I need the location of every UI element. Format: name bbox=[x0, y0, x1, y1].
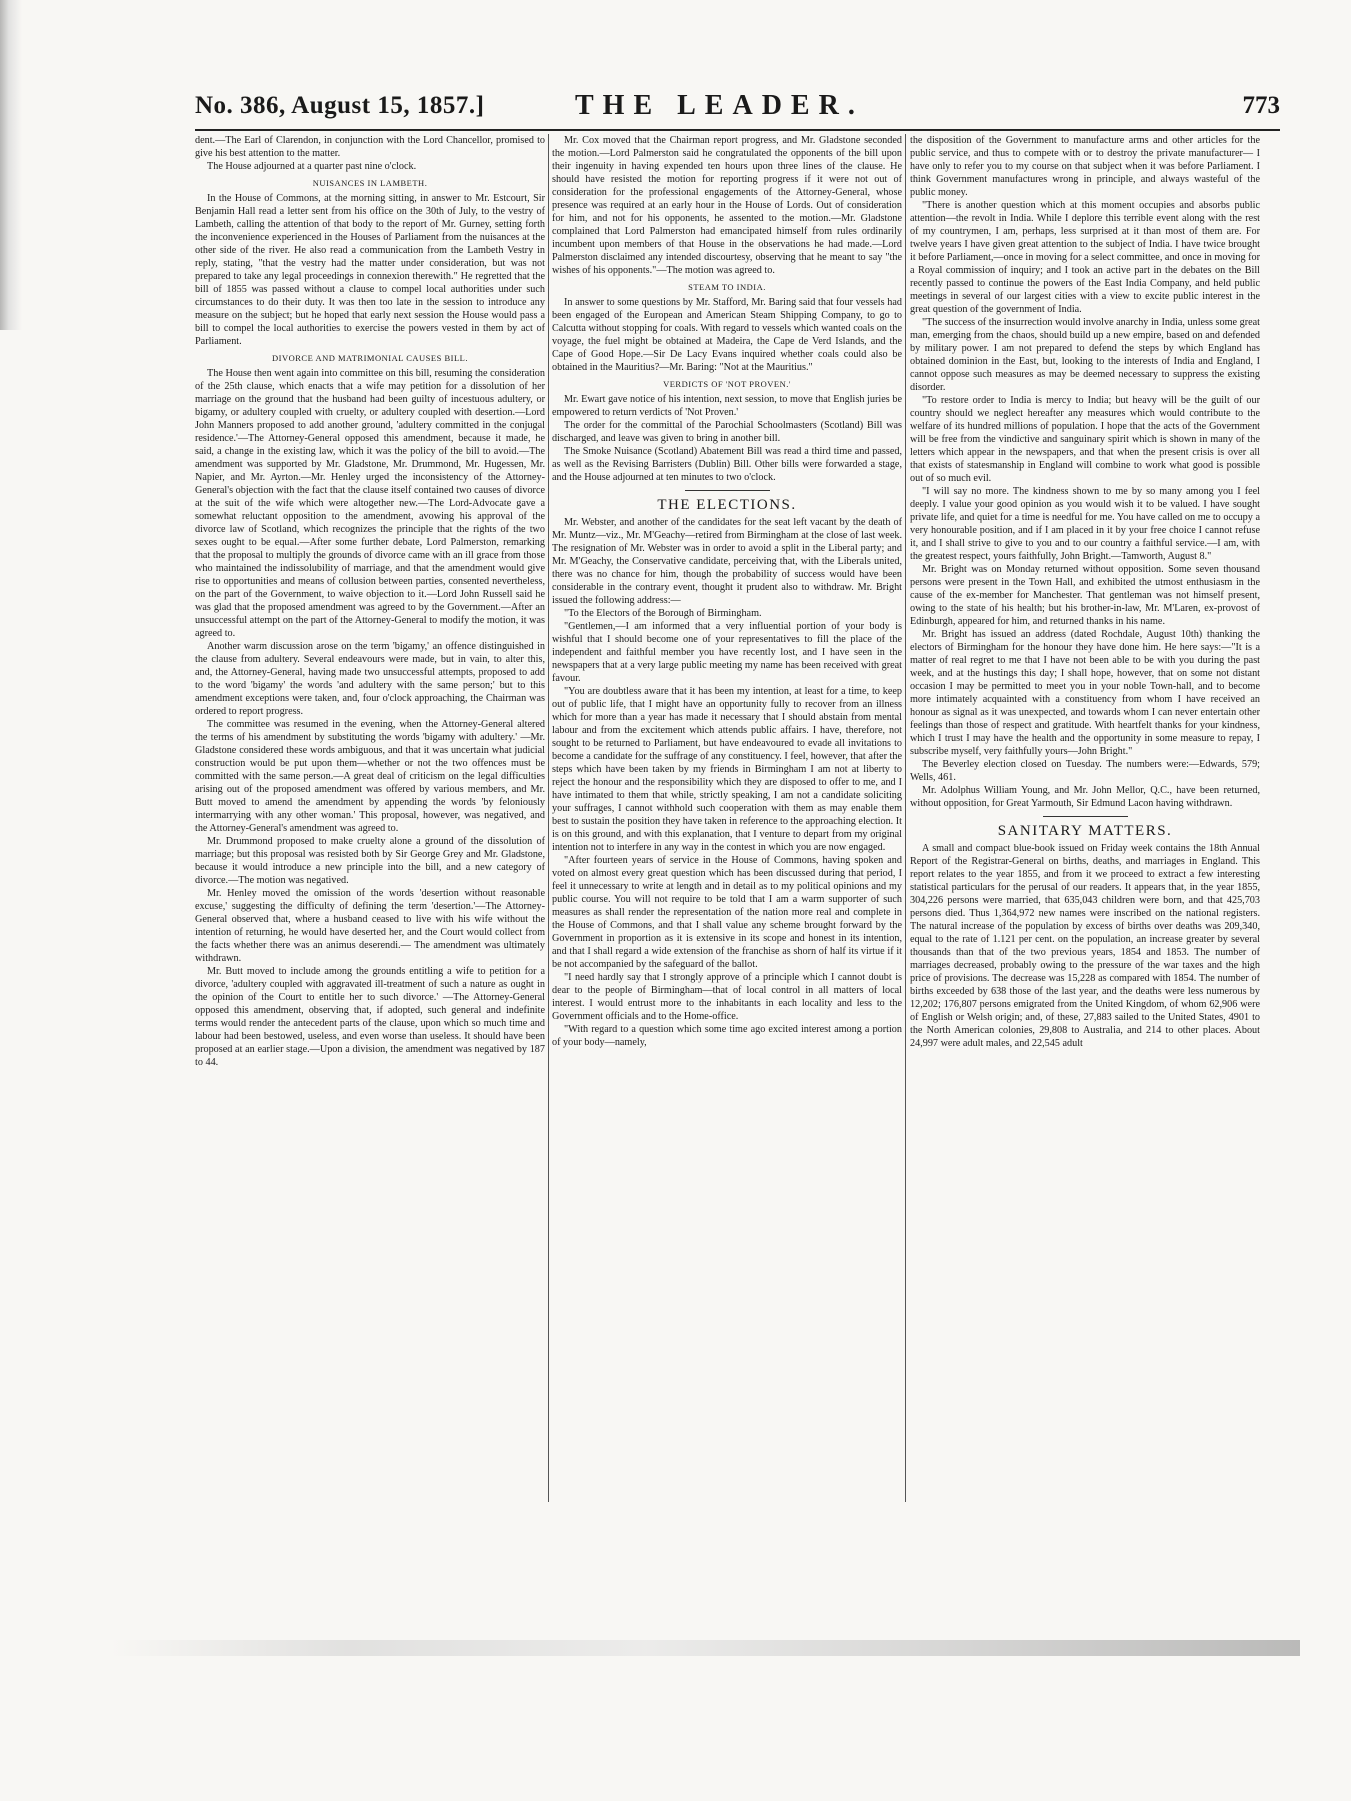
paragraph: Mr. Ewart gave notice of his intention, next session, to move that English juries be empowered to return verdicts of 'Not Proven.' bbox=[552, 394, 902, 418]
paragraph: Mr. Bright was on Monday returned without opposition. Some seven thousand persons were present in the Town Hall, and exhibited the utmost enthusiasm in the cause of the ex-member for Manchester. That gentleman was not himself present, owing to the state of his health; but his brother-in-law, Mr. M'Laren, ex-provost of Edinburgh, appeared for him, and returned thanks in his name. bbox=[910, 564, 1260, 627]
issue-line: No. 386, August 15, 1857.] bbox=[195, 92, 485, 119]
header-rule bbox=[195, 129, 1280, 131]
paragraph: "After fourteen years of service in the House of Commons, having spoken and voted on almost every great question which has been discussed during that period, I feel it unnecessary to write at length and in detail as to my political opinions and my public course. You will not require to be told that I am a warm supporter of such measures as shall render the representation of the nation more real and complete in the House of Commons, and that I shall value any scheme brought forward by the Government in proportion as it is extensive in its scope and honest in its intention, and that I shall regard a wide extension of the franchise as shorn of half its virtue if it be not accompanied by the safeguard of the ballot. bbox=[552, 855, 902, 970]
column-2 bbox=[552, 134, 902, 1502]
section-heading: DIVORCE AND MATRIMONIAL CAUSES BILL. bbox=[272, 353, 468, 363]
paragraph: The Smoke Nuisance (Scotland) Abatement Bill was read a third time and passed, as well as the Revising Barristers (Dublin) Bill. Other bills were forwarded a stage, and the House adjourned at ten minutes to two o'clock. bbox=[552, 446, 902, 483]
column-3 bbox=[910, 134, 1260, 1502]
paragraph: In the House of Commons, at the morning sitting, in answer to Mr. Estcourt, Sir Benjamin Hall read a letter sent from his office on the 30th of July, to the vestry of Lambeth, calling the attention of that body to the report of Mr. Gurney, setting forth the inconvenience experienced in the Houses of Parliament from the nuisances at the other side of the river. He also read a communication from the Lambeth Vestry in reply, stating, "that the vestry had the matter under consideration, but was not prepared to take any legal proceedings in connexion therewith." He regretted that the bill of 1855 was passed without a clause to compel local authorities under such circumstances to do their duty. It was then too late in the session to introduce any measure on the subject; but he hoped that early next session the House would pass a bill to compel the local authorities to exercise the powers vested in them by act of Parliament. bbox=[195, 193, 545, 347]
paragraph: dent.—The Earl of Clarendon, in conjunction with the Lord Chancellor, promised to give his best attention to the matter. bbox=[195, 135, 545, 159]
paragraph: "To the Electors of the Borough of Birmingham. bbox=[564, 608, 762, 619]
paragraph: Mr. Adolphus William Young, and Mr. John Mellor, Q.C., have been returned, without opposition, for Great Yarmouth, Sir Edmund Lacon having withdrawn. bbox=[910, 785, 1260, 809]
paragraph: Mr. Drummond proposed to make cruelty alone a ground of the dissolution of marriage; but this proposal was resisted both by Sir George Grey and Mr. Gladstone, because it would introduce a new principle into the bill, and a new category of divorce.—The motion was negatived. bbox=[195, 836, 545, 886]
paragraph: Mr. Webster, and another of the candidates for the seat left vacant by the death of Mr. Muntz—viz., Mr. M'Geachy—retired from Birmingham at the close of last week. The resignation of Mr. Webster was in order to avoid a split in the Liberal party; and Mr. M'Geachy, the Conservative candidate, perceiving that, with the Liberals united, there was no chance for him, though the probability of success would have been considerable in the contrary event, thought it prudent also to withdraw. Mr. Bright issued the following address:— bbox=[552, 517, 902, 606]
paragraph: "Gentlemen,—I am informed that a very influential portion of your body is wishful that I should become one of your representatives to fill the place of the independent and faithful member you have recently lost, and I have seen in the newspapers that at a very large public meeting my name has been received with great favour. bbox=[552, 621, 902, 684]
column-1 bbox=[195, 134, 545, 1502]
paragraph: Another warm discussion arose on the term 'bigamy,' an offence distinguished in the clause from adultery. Several endeavours were made, but in vain, to alter this, and, the Attorney-General, having made two unsuccessful attempts, proposed to add to the word 'bigamy' the words 'and adultery with the same person;' but to this amendment exceptions were taken, and, four o'clock approaching, the Chairman was ordered to report progress. bbox=[195, 641, 545, 717]
paragraph: Mr. Butt moved to include among the grounds entitling a wife to petition for a divorce, 'adultery coupled with aggravated ill-treatment of such a nature as ought in the opinion of the Court to entitle her to such divorce.' —The Attorney-General opposed this amendment, observing that, if adopted, such general and indefinite terms would render the antecedent parts of the clause, upon which so much time and labour had been bestowed, useless, and even worse than useless. It should have been proposed at an earlier stage.—Upon a division, the amendment was negatived by 187 to 44. bbox=[195, 966, 545, 1068]
scan-smudge bbox=[110, 1640, 1300, 1656]
section-rule bbox=[1043, 816, 1128, 817]
paragraph: The Beverley election closed on Tuesday. The numbers were:—Edwards, 579; Wells, 461. bbox=[910, 759, 1260, 783]
page-number: 773 bbox=[1242, 92, 1280, 119]
binding-shadow bbox=[0, 0, 22, 330]
section-heading: NUISANCES IN LAMBETH. bbox=[312, 178, 428, 188]
paragraph: "I need hardly say that I strongly approve of a principle which I cannot doubt is dear to the people of Birmingham—that of local control in all matters of local interest. I would entrust more to the inhabitants in each locality and less to the Government officials and to the Home-office. bbox=[552, 972, 902, 1022]
paragraph: "There is another question which at this moment occupies and absorbs public attention—the revolt in India. While I deplore this terrible event along with the rest of my countrymen, I am, perhaps, less surprised at it than most of them are. For twelve years I have given great attention to the subject of India. I have twice brought it before Parliament,—once in moving for a select committee, and once in moving for a Royal commission of inquiry; and I took an active part in the debates on the Bill recently passed to continue the powers of the East India Company, and held public meetings in several of our largest cities with a view to excite public interest in the great question of the government of India. bbox=[910, 200, 1260, 315]
masthead-title: THE LEADER. bbox=[575, 90, 864, 121]
section-title: THE ELECTIONS. bbox=[657, 497, 797, 513]
page-header bbox=[195, 92, 1280, 132]
paragraph: the disposition of the Government to manufacture arms and other articles for the public service, and thus to compete with or to destroy the private manufacturer— I have only to refer you to my course on that subject when it was before Parliament. I think Government manufactures wrong in principle, and always wasteful of the public money. bbox=[910, 135, 1260, 198]
paragraph: "With regard to a question which some time ago excited interest among a portion of your body—namely, bbox=[552, 1024, 902, 1048]
section-heading: VERDICTS OF 'NOT PROVEN.' bbox=[663, 379, 791, 389]
paragraph: The House adjourned at a quarter past nine o'clock. bbox=[207, 161, 417, 172]
section-heading: STEAM TO INDIA. bbox=[688, 282, 766, 292]
paragraph: The committee was resumed in the evening, when the Attorney-General altered the terms of his amendment by substituting the words 'bigamy with adultery.' —Mr. Gladstone considered these words ambiguous, and that it was uncertain what judicial construction would be put upon them—whether or not the two offences must be committed with the same person.—A great deal of criticism on the legal difficulties arising out of the proposed amendment was offered by various members, and Mr. Butt moved to amend the amendment by appending the words 'by feloniously intermarrying with any other woman.' This proposal, however, was negatived, and the Attorney-General's amendment was agreed to. bbox=[195, 719, 545, 834]
paragraph: In answer to some questions by Mr. Stafford, Mr. Baring said that four vessels had been engaged of the European and American Steam Shipping Company, to go to Calcutta without stopping for coals. With regard to vessels which wanted coals on the voyage, the fuel might be obtained at Madeira, the Cape de Verd Islands, and the Cape of Good Hope.—Sir De Lacy Evans inquired whether coals could also be obtained in the Mauritius?—Mr. Baring: "Not at the Mauritius." bbox=[552, 297, 902, 373]
paragraph: "I will say no more. The kindness shown to me by so many among you I feel deeply. I value your good opinion as you would wish it to be valued. I have sought private life, and quiet for a time is needful for me. You have called on me to occupy a very honourable position, and if I am placed in it by your free choice I cannot refuse it, and I shall strive to give to you and to our country a faithful service.—I am, with the greatest respect, yours faithfully, John Bright.—Tamworth, August 8." bbox=[910, 486, 1260, 562]
section-title: SANITARY MATTERS. bbox=[997, 823, 1173, 839]
paragraph: A small and compact blue-book issued on Friday week contains the 18th Annual Report of the Registrar-General on births, deaths, and marriages in England. This report relates to the year 1855, and from it we proceed to extract a few interesting statistical particulars for the perusal of our readers. It appears that, in the year 1855, 304,226 persons were married, that 635,043 children were born, and that 425,703 persons died. Thus 1,364,972 new names were inscribed on the national registers. The natural increase of the population by excess of births over deaths was 209,340, equal to the rate of 1.121 per cent. on the population, an increase greater by several thousands than that of the two previous years, 1854 and 1853. The number of marriages decreased, probably owing to the pressure of the war taxes and the high price of provisions. The decrease was 15,228 as compared with 1854. The number of births exceeded by 638 those of the last year, and the deaths were less numerous by 12,202; 176,807 persons emigrated from the United Kingdom, of whom 62,906 were of English or Welsh origin; and, of these, 27,883 sailed to the United States, 4901 to the North American colonies, 29,808 to Australia, and 214 to other places. About 24,997 were adult males, and 22,545 adult bbox=[910, 843, 1260, 1049]
paragraph: "The success of the insurrection would involve anarchy in India, unless some great man, emerging from the chaos, should build up a new empire, based on and defended by military power. I am not prepared to defend the steps by which England has obtained dominion in the East, but, looking to the interests of India and England, I cannot oppose such measures as may be deemed necessary to suppress the existing disorder. bbox=[910, 317, 1260, 393]
paragraph: "To restore order to India is mercy to India; but heavy will be the guilt of our country should we neglect hereafter any measures which would contribute to the welfare of its hundred millions of population. I hope that the acts of the Government will be free from the vindictive and sanguinary spirit which is shown in many of the letters which appear in the newspapers, and that when the present crisis is over all that exists of statesmanship in England will combine to work what good is possible out of so much evil. bbox=[910, 395, 1260, 484]
section-rule bbox=[685, 490, 770, 491]
column-divider bbox=[905, 134, 906, 1502]
paragraph: Mr. Henley moved the omission of the words 'desertion without reasonable excuse,' suggesting the difficulty of defining the term 'desertion.'—The Attorney-General observed that, where a husband ceased to live with his wife without the intention of returning, he would have deserted her, and the Court would collect from the facts whether there was an animus deserendi.— The amendment was ultimately withdrawn. bbox=[195, 888, 545, 964]
paragraph: Mr. Bright has issued an address (dated Rochdale, August 10th) thanking the electors of Birmingham for the honour they have done him. He here says:—"It is a matter of real regret to me that I have not been able to be with you during the past week, and at the hustings this day; I shall hope, however, that on some not distant occasion I may be permitted to meet you in your noble Town-hall, and to become more intimately acquainted with a constituency from whom I have received an honour as signal as it was unexpected, and towards whom I can never entertain other feelings than those of respect and gratitude. With heartfelt thanks for your kindness, which I trust I may have the health and the opportunity in some measure to repay, I subscribe myself, very faithfully yours—John Bright." bbox=[910, 629, 1260, 757]
paragraph: "You are doubtless aware that it has been my intention, at least for a time, to keep out of public life, that I might have an opportunity fully to recover from an illness which for more than a year has made it necessary that I should abstain from mental labour and from the excitement which attends public affairs. I have, therefore, not sought to be returned to Parliament, but have endeavoured to evade all invitations to become a candidate for the suffrage of any constituency. I feel, however, that after the steps which have been taken by my friends in Birmingham I am not at liberty to reject the honour and the responsibility which they are disposed to offer to me, and I have intimated to them that while, strictly speaking, I am not a candidate soliciting your suffrages, I cannot withhold such cooperation with them as may enable them best to sustain the position they have taken in reference to the approaching election. It is on this ground, and with this explanation, that I venture to depart from my original intention not to interfere in any way in the contest in which you are now engaged. bbox=[552, 686, 902, 853]
column-divider bbox=[548, 134, 549, 1502]
paragraph: Mr. Cox moved that the Chairman report progress, and Mr. Gladstone seconded the motion.—Lord Palmerston said he congratulated the opponents of the bill upon their ingenuity in having expended ten hours upon three lines of the clause. He should have resisted the motion for reporting progress if it were not out of consideration for the professional engagements of the Attorney-General, whose presence was required at an early hour in the House of Lords. Out of consideration for him, and not for his opponents, he assented to the motion.—Mr. Gladstone complained that Lord Palmerston had emancipated himself from rules ordinarily incumbent upon members of that House in the observations he had made.—Lord Palmerston disclaimed any intended discourtesy, observing that he meant to say "the wishes of his opponents."—The motion was agreed to. bbox=[552, 135, 902, 276]
paragraph: The House then went again into committee on this bill, resuming the consideration of the 25th clause, which enacts that a wife may petition for a dissolution of her marriage on the ground that the husband had been guilty of incestuous adultery, or bigamy, or adultery coupled with cruelty, or adultery coupled with desertion.—Lord John Manners proposed to add another ground, 'adultery committed in the conjugal residence.'—The Attorney-General opposed this amendment, because it made, he said, a change in the existing law, which it was the policy of the bill to avoid.—The amendment was supported by Mr. Gladstone, Mr. Drummond, Mr. Hugessen, Mr. Napier, and Mr. Ayrton.—Mr. Henley urged the inconsistency of the Attorney-General's objection with the fact that the clause itself contained two causes of divorce at the suit of the wife which were altogether new.—The Lord-Advocate gave a somewhat reluctant opposition to the amendment, avowing his approval of the divorce law of Scotland, which recognizes the principle that the rights of the two sexes ought to be equal.—After some further debate, Lord Palmerston, remarking that the proposal to multiply the grounds of divorce came with an ill grace from those who maintained the indissolubility of marriage, and that the amendment would give rise to opportunities and means of collusion between parties, consented nevertheless, on the part of the Government, to waive objection to it.—Lord John Russell said he was glad that the proposed amendment was agreed to by the Government.—After an unsuccessful attempt on the part of the Attorney-General to modify the motion, it was agreed to. bbox=[195, 368, 545, 639]
paragraph: The order for the committal of the Parochial Schoolmasters (Scotland) Bill was discharged, and leave was given to bring in another bill. bbox=[552, 420, 902, 444]
